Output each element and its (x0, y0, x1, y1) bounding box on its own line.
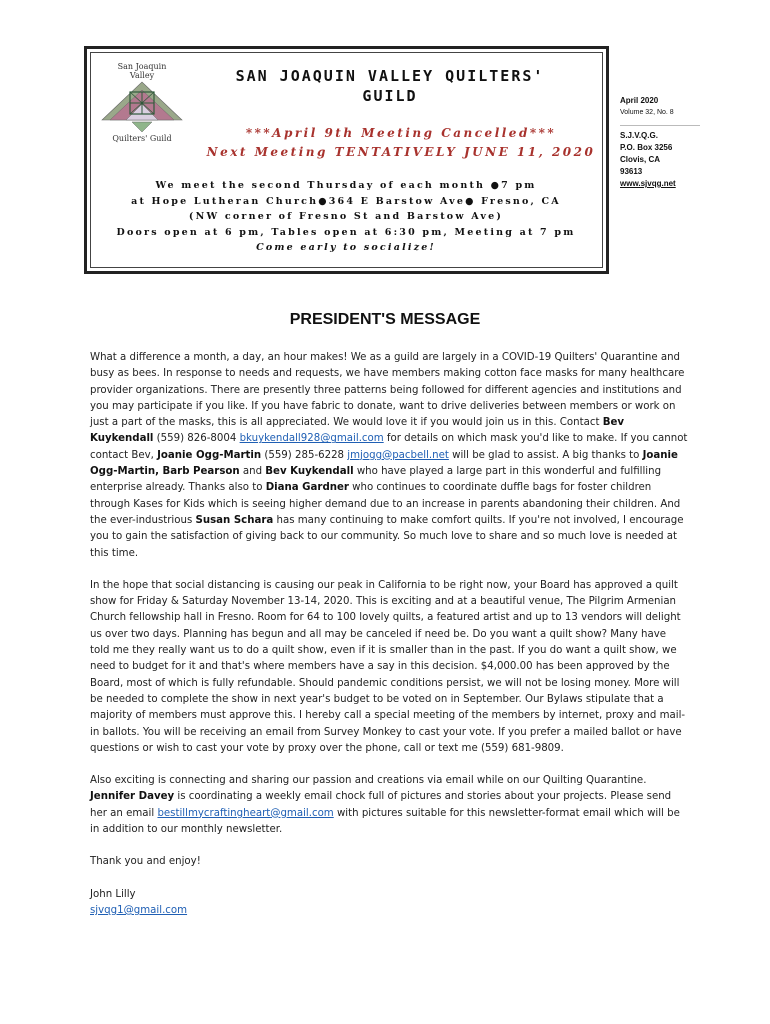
signature-email-link[interactable]: sjvqg1@gmail.com (90, 904, 188, 916)
po-box: P.O. Box 3256 (620, 143, 673, 152)
meet-line-1: We meet the second Thursday of each month ●7 pm (155, 180, 537, 191)
p1-text-c: for details on which mask you'd like to make. If you cannot contact Bev, (90, 433, 688, 461)
name-bev: Bev Kuykendall (90, 417, 625, 445)
bev-email-link[interactable]: bkuykendall928@gmail.com (239, 433, 384, 445)
name-jennifer: Jennifer Davey (90, 791, 175, 803)
p1-text-g: who have played a large part in this wonderful and fulfilling enterprise already. Thanks also to (90, 466, 662, 494)
presidents-message-body (90, 350, 688, 919)
meet-line-3: (NW corner of Fresno St and Barstow Ave) (188, 211, 504, 222)
name-diana: Diana Gardner (265, 482, 349, 494)
cancel-line-1: ***April 9th Meeting Cancelled*** (245, 126, 557, 140)
signature-name: John Lilly (90, 888, 136, 900)
paragraph-4: Thank you and enjoy! (90, 856, 201, 868)
p1-text-b: (559) 826-8004 (153, 433, 240, 445)
meeting-cancel-notice (196, 124, 606, 162)
jennifer-email-link[interactable]: bestillmycraftingheart@gmail.com (157, 807, 334, 819)
website-link[interactable]: www.sjvqg.net (620, 179, 676, 188)
name-susan: Susan Schara (195, 514, 274, 526)
p1-text-h: who continues to coordinate duffle bags for foster children through Kases for Kids which is seeing higher demand due to an increase in parents abandoning their children. And the ever-industrious (90, 482, 681, 526)
logo-text-line2: Valley (129, 71, 155, 80)
quilt-block-icon (96, 60, 188, 145)
paragraph-3 (90, 773, 688, 838)
title-line-2: GUILD (362, 87, 418, 105)
issue-volume: Volume 32, No. 8 (620, 109, 674, 116)
guild-logo (96, 60, 188, 145)
name-thanks-1: Joanie Ogg-Martin, Barb Pearson (90, 449, 678, 478)
meet-line-4: Doors open at 6 pm, Tables open at 6:30 pm, Meeting at 7 pm (116, 226, 576, 238)
newsletter-sidebar (620, 95, 720, 190)
sidebar-divider (620, 125, 700, 126)
logo-text-line1: San Joaquin (117, 62, 167, 71)
joanie-email-link[interactable]: jmjogg@pacbell.net (347, 449, 449, 461)
meet-line-2: at Hope Lutheran Church●364 E Barstow Ave● Fresno, CA (131, 195, 561, 207)
paragraph-1 (90, 350, 688, 562)
p1-text-a: What a difference a month, a day, an hour makes! We as a guild are largely in a COVID-19 Quilters' Quarantine and busy as bees. In response to needs and requests, we have members making cotton face masks for many healthcare provider organizations. There are presently three patterns being followed for different agencies and institutions and you may participate if you like. If you have fabric to donate, want to drive deliveries between members or work on just a part of the masks, this is all appreciated. We would love it if you would join us in this. Contact (90, 352, 685, 429)
meeting-info (96, 178, 596, 256)
title-line-1: SAN JOAQUIN VALLEY QUILTERS' (235, 67, 545, 85)
signature-email-wrap (90, 903, 688, 919)
presidents-message-heading: PRESIDENT'S MESSAGE (289, 311, 481, 328)
p1-text-d: (559) 285-6228 (261, 449, 348, 461)
guild-title (200, 66, 580, 106)
zip: 93613 (620, 167, 643, 176)
p1-text-f: and (239, 466, 266, 478)
name-joanie: Joanie Ogg-Martin (157, 449, 262, 461)
p3-text-b: is coordinating a weekly email chock full of pictures and stories about your projects. Please send her an email (90, 791, 672, 819)
p1-text-e: will be glad to assist. A big thanks to (448, 449, 643, 461)
name-thanks-2: Bev Kuykendall (265, 466, 354, 478)
meet-line-5: Come early to socialize! (256, 242, 436, 253)
city: Clovis, CA (620, 155, 661, 164)
p1-text-i: has many continuing to make comfort quilts. If you're not involved, I encourage you to gain the satisfaction of giving back to our community. So much love to share and so much love is needed at this time. (90, 514, 684, 559)
p3-text-c: with pictures suitable for this newsletter-format email which will be in addition to our monthly newsletter. (90, 807, 680, 836)
p3-text-a: Also exciting is connecting and sharing our passion and creations via email while on our Quilting Quarantine. (90, 775, 647, 787)
cancel-line-2: Next Meeting TENTATIVELY JUNE 11, 2020 (206, 145, 596, 159)
logo-text-line3: Quilters' Guild (112, 134, 172, 143)
org-abbrev: S.J.V.Q.G. (620, 131, 658, 140)
issue-date: April 2020 (620, 96, 659, 105)
paragraph-2: In the hope that social distancing is causing our peak in California to be right now, your Board has approved a quilt show for Friday & Saturday November 13-14, 2020. This is exciting and at a beautiful venue, The Pilgrim Armenian Church fellowship hall in Fresno. Room for 64 to 100 lovely quilts, a featured artist and up to 13 vendors will delight us over two days. Planning has begun and all may be canceled if need be. Do you want a quilt show? Many have told me they really want us to do a quilt show, even if it is smaller than in the past. If you do want a quilt show, we need to budget for it and that's where members have a say in this decision. $4,000.00 has been approved by the Board, most of which is fully refundable. Should pandemic conditions persist, we will not be losing money. More will be needed to complete the show in next year's budget to be voted on in September. Our Bylaws stipulate that a majority of members must approve this. I hereby call a special meeting of the members by internet, proxy and mail-in ballots. You will be receiving an email from Survey Monkey to cast your vote. If you prefer a mailed ballot or have questions or wish to cast your vote by proxy over the phone, call or text me (559) 681-9809. (90, 579, 686, 754)
